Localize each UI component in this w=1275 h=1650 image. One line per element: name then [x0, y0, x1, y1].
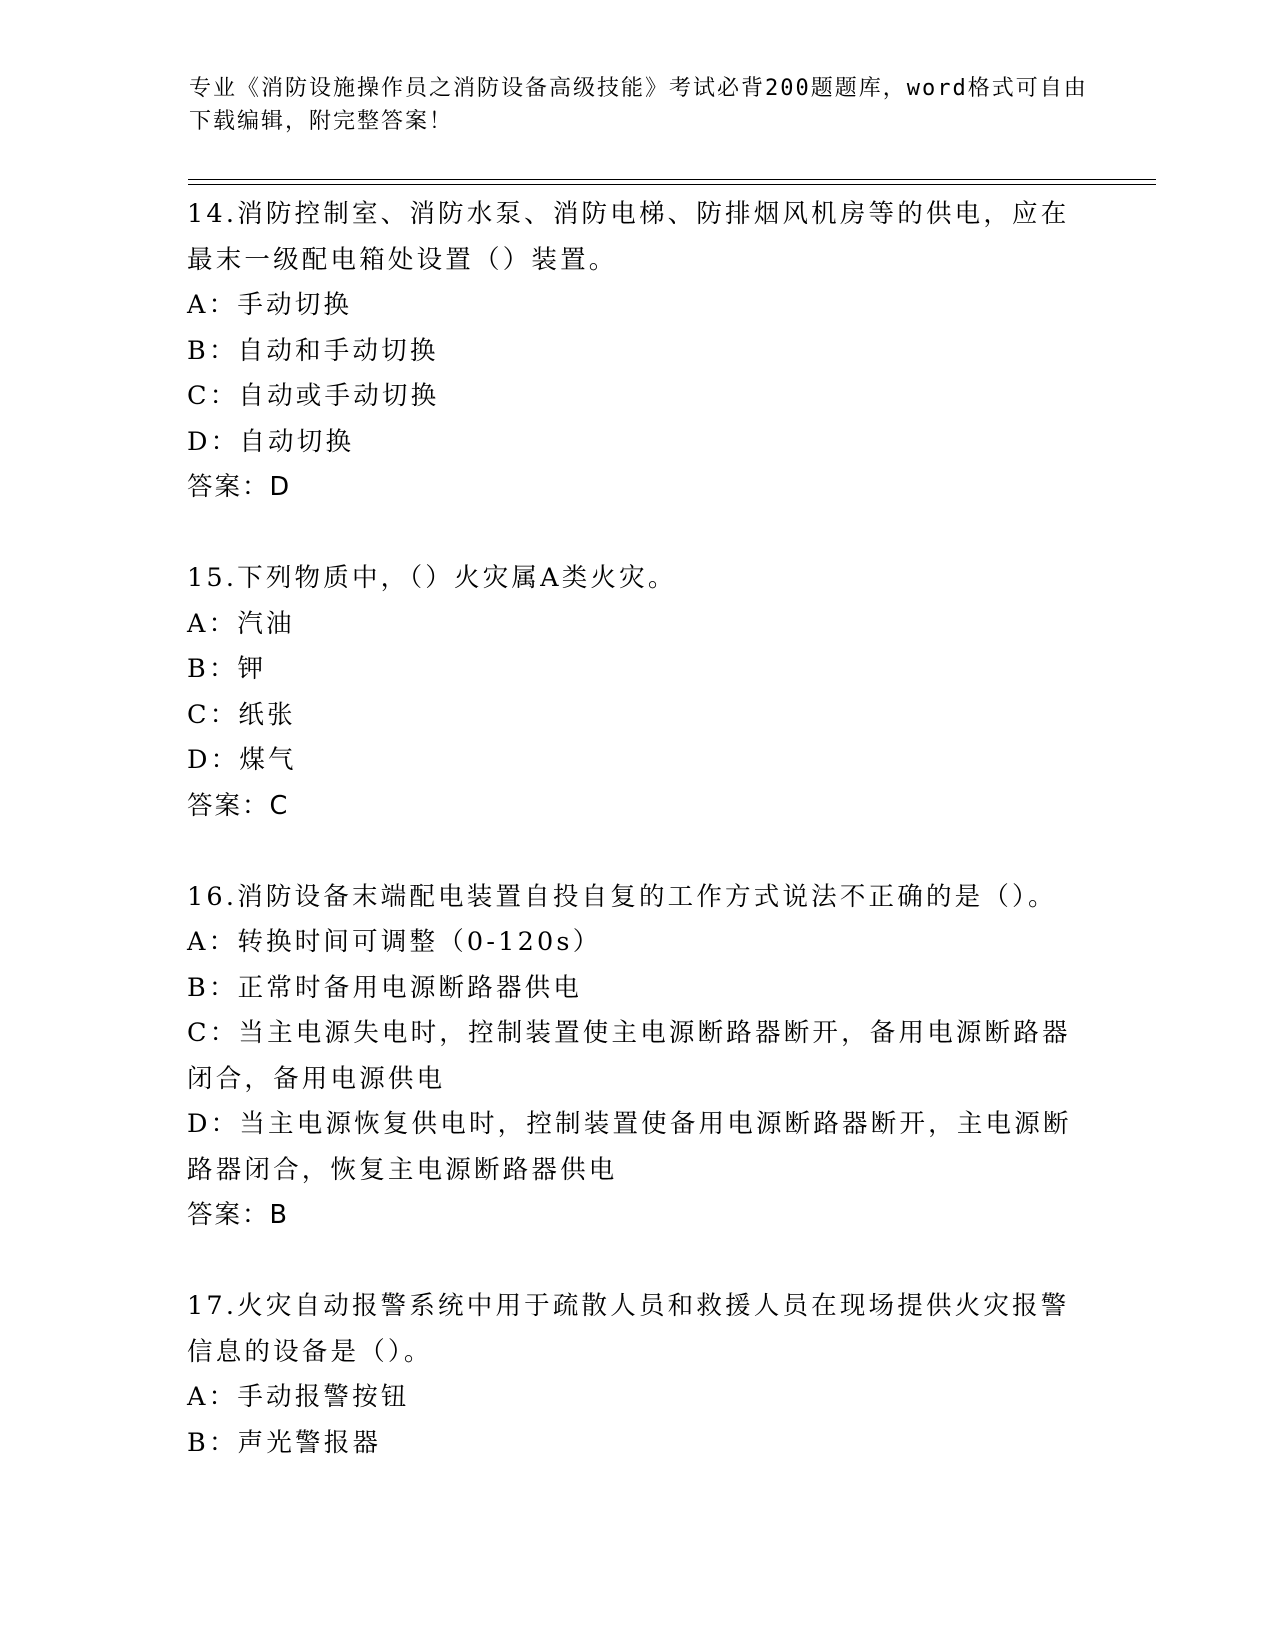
- spacer: [187, 829, 1087, 875]
- option-c: C：当主电源失电时，控制装置使主电源断路器断开，备用电源断路器闭合，备用电源供电: [187, 1018, 1071, 1094]
- answer-label: 答案：B: [187, 1200, 289, 1230]
- spacer: [187, 511, 1087, 557]
- question-stem: 15.下列物质中，（）火灾属A类火灾。: [187, 563, 677, 593]
- document-header: 专业《消防设施操作员之消防设备高级技能》考试必背200题题库，word格式可自由下载编辑，附完整答案！: [189, 76, 1088, 134]
- option-d: D：当主电源恢复供电时，控制装置使备用电源断路器断开，主电源断路器闭合，恢复主电源断路器供电: [187, 1109, 1072, 1185]
- option-b: B：自动和手动切换: [187, 335, 439, 366]
- option-b: B：钾: [187, 654, 267, 684]
- option-a: A：手动报警按钮: [187, 1382, 410, 1412]
- option-b: B：声光警报器: [187, 1427, 382, 1458]
- option-c: C：自动或手动切换: [187, 381, 440, 411]
- option-a: A：汽油: [187, 608, 295, 639]
- question-17: [187, 1284, 1087, 1466]
- question-16: [187, 875, 1087, 1239]
- option-d: D：自动切换: [187, 426, 355, 457]
- question-15: [187, 556, 1087, 829]
- answer-label: 答案：C: [187, 790, 290, 821]
- header-divider-top: [188, 179, 1156, 180]
- question-list: [187, 192, 1087, 1466]
- option-a: A：转换时间可调整（0-120s）: [187, 927, 602, 957]
- option-d: D：煤气: [187, 745, 297, 775]
- option-a: A：手动切换: [187, 290, 353, 320]
- spacer: [187, 1239, 1087, 1285]
- option-c: C：纸张: [187, 699, 296, 730]
- option-b: B：正常时备用电源断路器供电: [187, 972, 583, 1003]
- answer-label: 答案：D: [187, 472, 292, 502]
- header-divider-bottom: [188, 184, 1156, 185]
- question-stem: 16.消防设备末端配电装置自投自复的工作方式说法不正确的是（）。: [187, 881, 1057, 912]
- question-14: [187, 192, 1087, 511]
- question-stem: 17.火灾自动报警系统中用于疏散人员和救援人员在现场提供火灾报警信息的设备是（）。: [187, 1291, 1070, 1367]
- question-stem: 14.消防控制室、消防水泵、消防电梯、防排烟风机房等的供电，应在最末一级配电箱处设置（）装置。: [187, 199, 1070, 275]
